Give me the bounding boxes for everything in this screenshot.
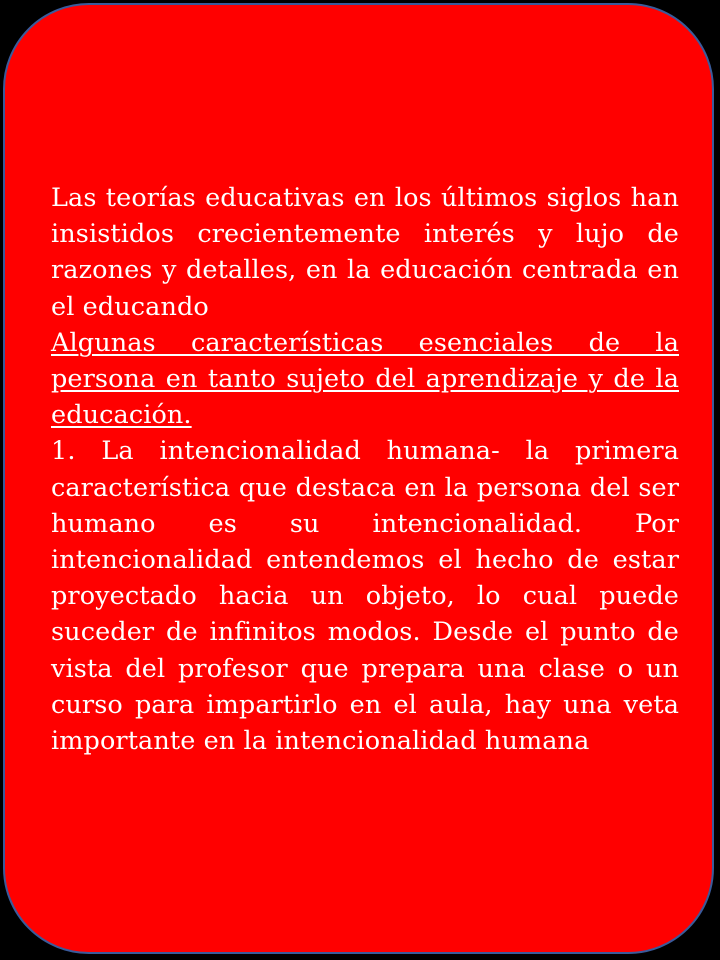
slide-text-body — [51, 180, 679, 759]
intro-paragraph: Las teorías educativas en los últimos siglos han insistidos crecientemente interés y lujo de razones y detalles, en la educación centrada en el educando — [51, 183, 679, 322]
point-1-paragraph: 1. La intencionalidad humana- la primera característica que destaca en la persona del ser humano es su intencionalidad. Por intencionalidad entendemos el hecho de estar proyectado hacia un objeto, lo cual puede suceder de infinitos modos. Desde el punto de vista del profesor que prepara una clase o un curso para impartirlo en el aula, hay una veta importante en la intencionalidad humana — [51, 436, 679, 757]
slide-card — [3, 3, 714, 954]
characteristics-heading: Algunas características esenciales de la persona en tanto sujeto del aprendizaje y de la educación. — [51, 327, 679, 431]
